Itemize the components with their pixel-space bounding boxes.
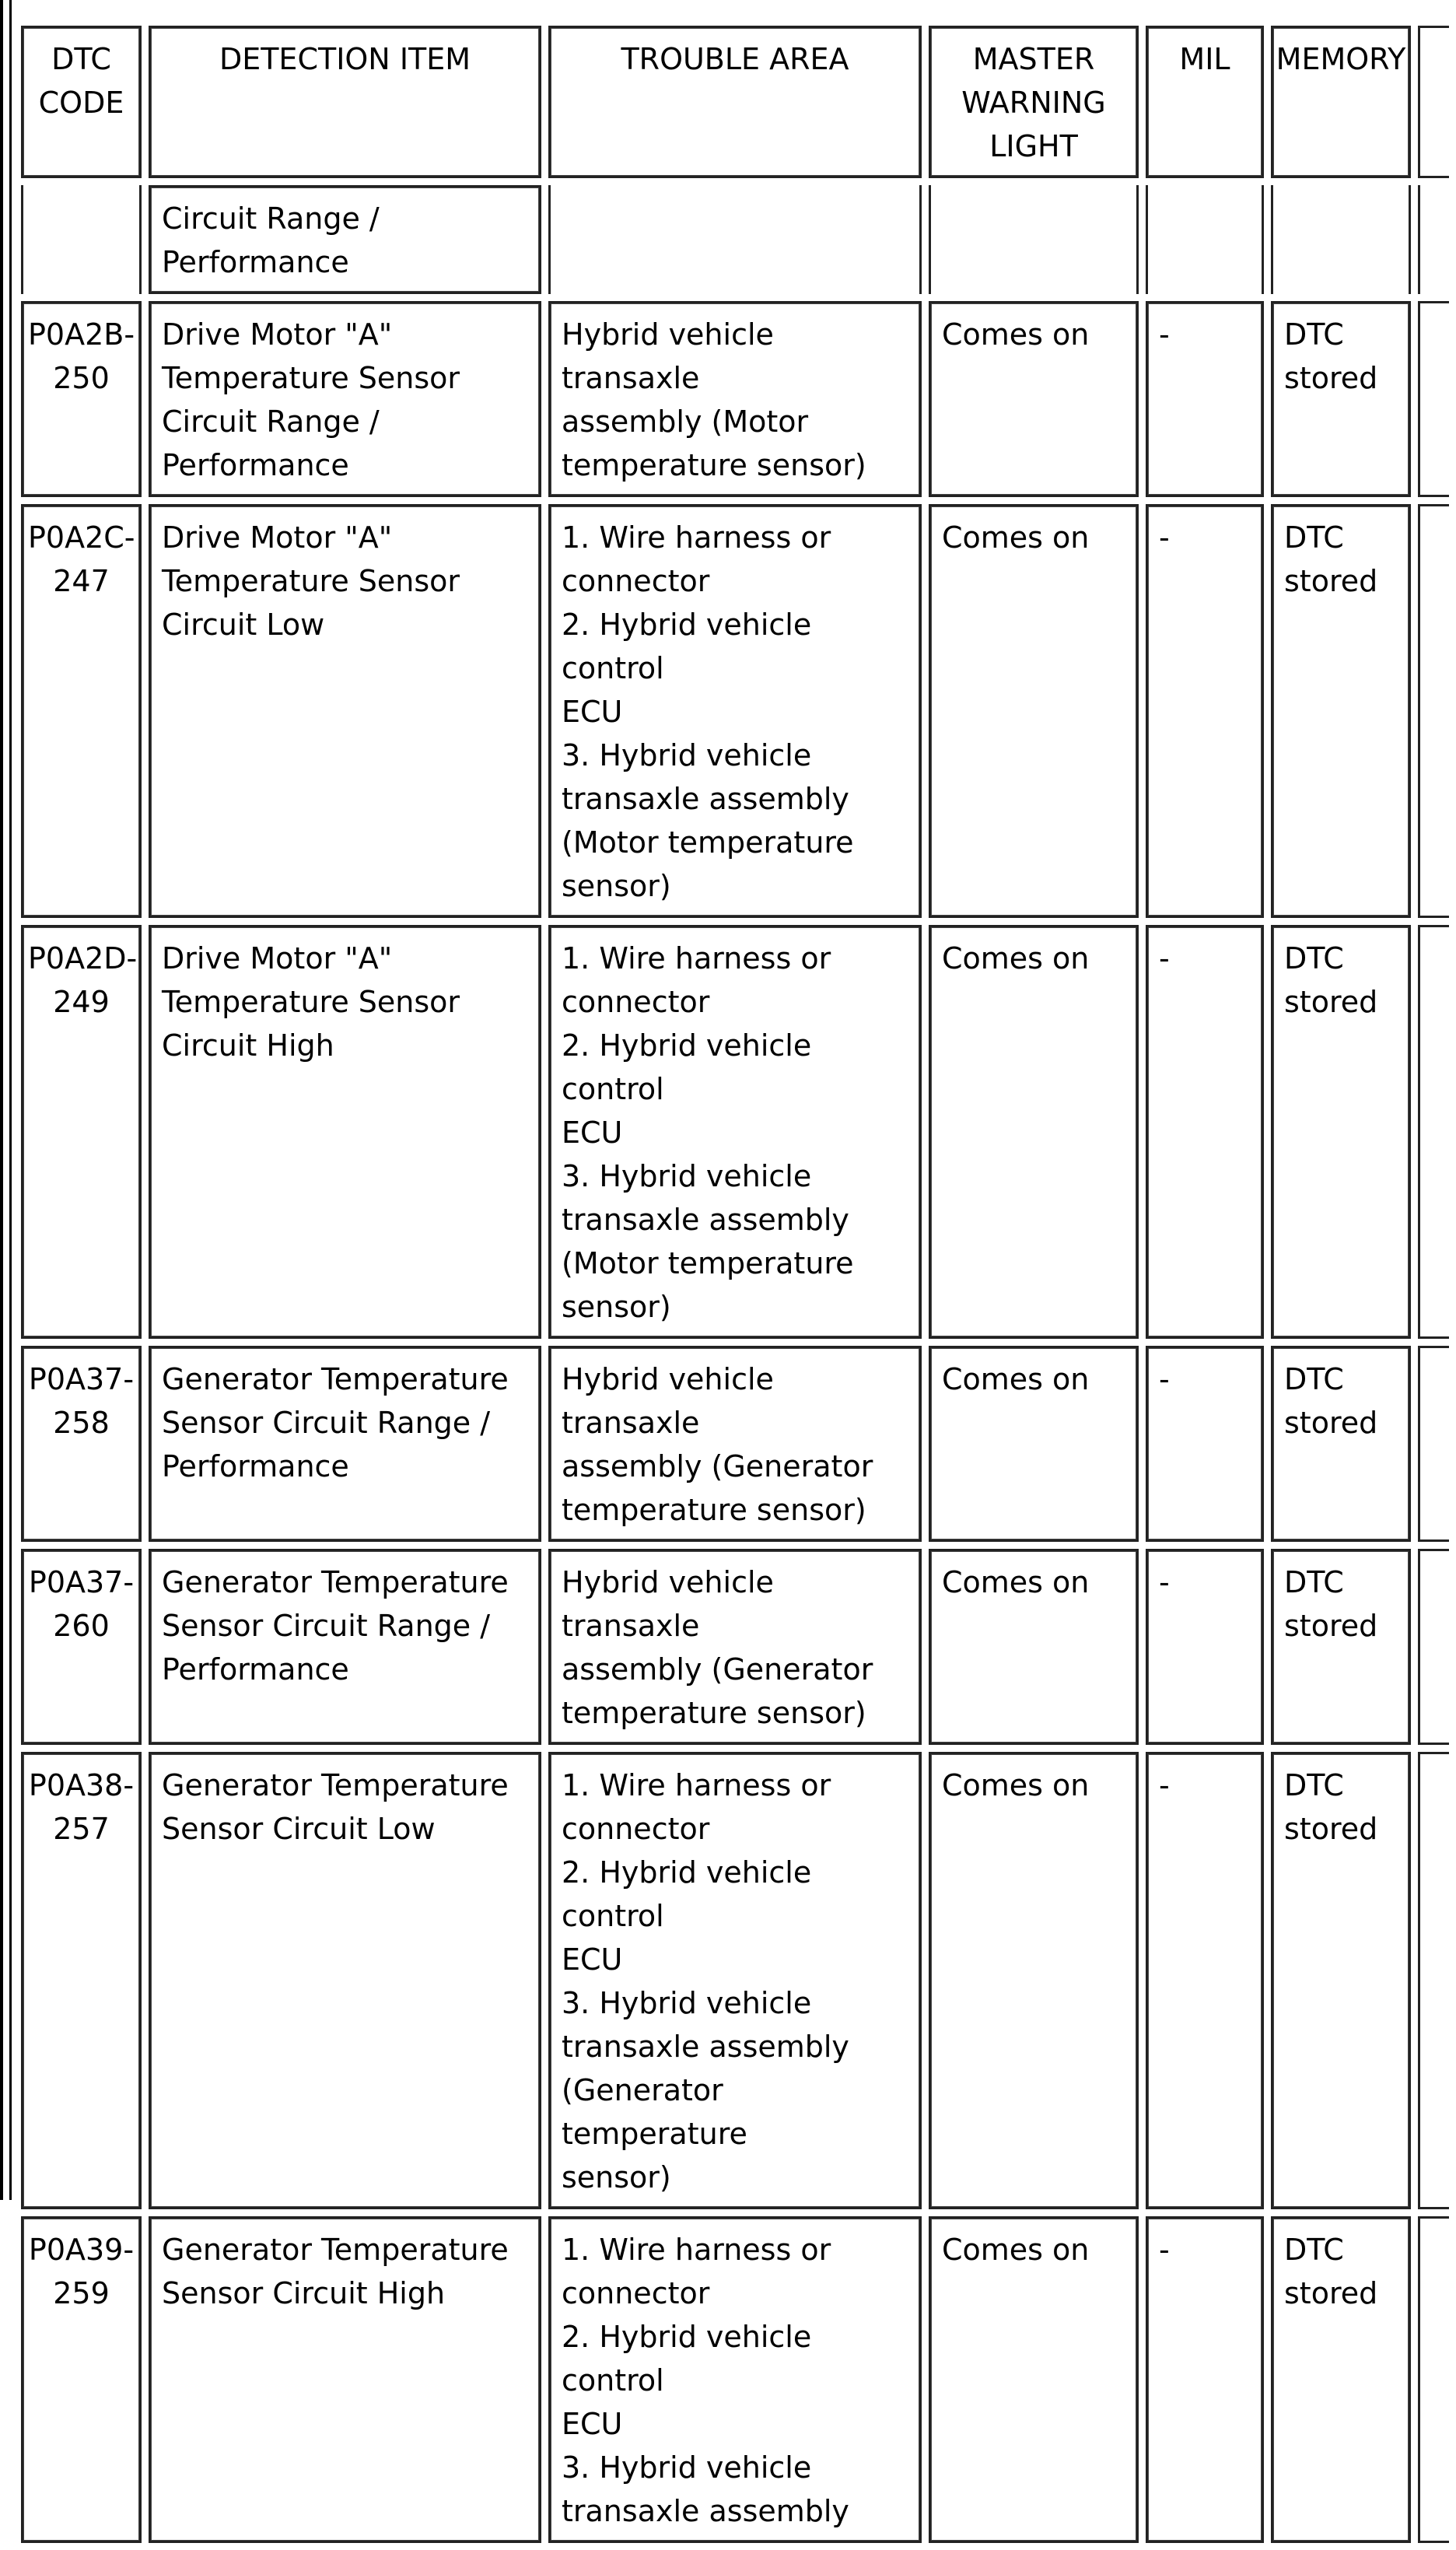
detection-item-cell: Generator Temperature Sensor Circuit Low bbox=[149, 1752, 541, 2209]
continuation-row bbox=[21, 185, 1449, 294]
memory-cell: DTC stored bbox=[1271, 504, 1411, 918]
trouble-area-cell: Hybrid vehicle transaxle assembly (Motor temperature sensor) bbox=[548, 301, 922, 497]
dtc-code-cell: P0A39- 259 bbox=[21, 2216, 142, 2543]
mil-cell: - bbox=[1146, 925, 1264, 1339]
continuation-master-cell bbox=[929, 185, 1139, 294]
continuation-code-cell bbox=[21, 185, 142, 294]
table-row bbox=[21, 1549, 1449, 1745]
master-warning-cell: Comes on bbox=[929, 504, 1139, 918]
header-master-warning-light: MASTER WARNING LIGHT bbox=[929, 26, 1139, 178]
memory-cell: DTC stored bbox=[1271, 1346, 1411, 1542]
dtc-code-cell: P0A38- 257 bbox=[21, 1752, 142, 2209]
cut-off-cell bbox=[1418, 1752, 1449, 2209]
table-row bbox=[21, 301, 1449, 497]
trouble-area-cell: Hybrid vehicle transaxle assembly (Generator temperature sensor) bbox=[548, 1346, 922, 1542]
mil-cell: - bbox=[1146, 2216, 1264, 2543]
master-warning-cell: Comes on bbox=[929, 301, 1139, 497]
cut-off-cell bbox=[1418, 925, 1449, 1339]
dtc-code-cell: P0A2B- 250 bbox=[21, 301, 142, 497]
master-warning-cell: Comes on bbox=[929, 925, 1139, 1339]
trouble-area-cell: 1. Wire harness or connector 2. Hybrid vehicle control ECU 3. Hybrid vehicle transaxle assembly bbox=[548, 2216, 922, 2543]
detection-item-cell: Drive Motor "A" Temperature Sensor Circuit Low bbox=[149, 504, 541, 918]
cut-off-cell bbox=[1418, 1346, 1449, 1542]
master-warning-cell: Comes on bbox=[929, 1549, 1139, 1745]
header-dtc-code: DTC CODE bbox=[21, 26, 142, 178]
memory-cell: DTC stored bbox=[1271, 1752, 1411, 2209]
continuation-cut-cell bbox=[1418, 185, 1449, 294]
trouble-area-cell: Hybrid vehicle transaxle assembly (Generator temperature sensor) bbox=[548, 1549, 922, 1745]
cut-off-cell bbox=[1418, 1549, 1449, 1745]
trouble-area-cell: 1. Wire harness or connector 2. Hybrid vehicle control ECU 3. Hybrid vehicle transaxle assembly (Motor temperature sensor) bbox=[548, 504, 922, 918]
header-detection-item: DETECTION ITEM bbox=[149, 26, 541, 178]
cut-off-cell bbox=[1418, 301, 1449, 497]
cut-off-cell bbox=[1418, 2216, 1449, 2543]
trouble-area-cell: 1. Wire harness or connector 2. Hybrid vehicle control ECU 3. Hybrid vehicle transaxle assembly (Motor temperature sensor) bbox=[548, 925, 922, 1339]
memory-cell: DTC stored bbox=[1271, 301, 1411, 497]
memory-cell: DTC stored bbox=[1271, 1549, 1411, 1745]
memory-cell: DTC stored bbox=[1271, 2216, 1411, 2543]
table-row bbox=[21, 1752, 1449, 2209]
continuation-mil-cell bbox=[1146, 185, 1264, 294]
dtc-table bbox=[14, 19, 1456, 2550]
table-row bbox=[21, 1346, 1449, 1542]
trouble-area-cell: 1. Wire harness or connector 2. Hybrid vehicle control ECU 3. Hybrid vehicle transaxle assembly (Generator temperature sensor) bbox=[548, 1752, 922, 2209]
continuation-memory-cell bbox=[1271, 185, 1411, 294]
page-left-inner-border bbox=[9, 0, 12, 2200]
mil-cell: - bbox=[1146, 301, 1264, 497]
detection-item-cell: Generator Temperature Sensor Circuit Range / Performance bbox=[149, 1346, 541, 1542]
mil-cell: - bbox=[1146, 1549, 1264, 1745]
continuation-detection-cell: Circuit Range / Performance bbox=[149, 185, 541, 294]
dtc-code-cell: P0A37- 260 bbox=[21, 1549, 142, 1745]
continuation-trouble-cell bbox=[548, 185, 922, 294]
header-memory: MEMORY bbox=[1271, 26, 1411, 178]
master-warning-cell: Comes on bbox=[929, 2216, 1139, 2543]
memory-cell: DTC stored bbox=[1271, 925, 1411, 1339]
dtc-code-cell: P0A2D- 249 bbox=[21, 925, 142, 1339]
master-warning-cell: Comes on bbox=[929, 1346, 1139, 1542]
table-row bbox=[21, 2216, 1449, 2543]
dtc-code-cell: P0A2C- 247 bbox=[21, 504, 142, 918]
mil-cell: - bbox=[1146, 1346, 1264, 1542]
mil-cell: - bbox=[1146, 1752, 1264, 2209]
header-row bbox=[21, 26, 1449, 178]
page-left-border bbox=[0, 0, 3, 2200]
detection-item-cell: Generator Temperature Sensor Circuit High bbox=[149, 2216, 541, 2543]
table-row bbox=[21, 925, 1449, 1339]
table-row bbox=[21, 504, 1449, 918]
header-mil: MIL bbox=[1146, 26, 1264, 178]
dtc-code-cell: P0A37- 258 bbox=[21, 1346, 142, 1542]
master-warning-cell: Comes on bbox=[929, 1752, 1139, 2209]
detection-item-cell: Drive Motor "A" Temperature Sensor Circuit Range / Performance bbox=[149, 301, 541, 497]
detection-item-cell: Generator Temperature Sensor Circuit Range / Performance bbox=[149, 1549, 541, 1745]
detection-item-cell: Drive Motor "A" Temperature Sensor Circuit High bbox=[149, 925, 541, 1339]
cut-off-cell bbox=[1418, 504, 1449, 918]
mil-cell: - bbox=[1146, 504, 1264, 918]
header-cut-off-column bbox=[1418, 26, 1449, 178]
header-trouble-area: TROUBLE AREA bbox=[548, 26, 922, 178]
